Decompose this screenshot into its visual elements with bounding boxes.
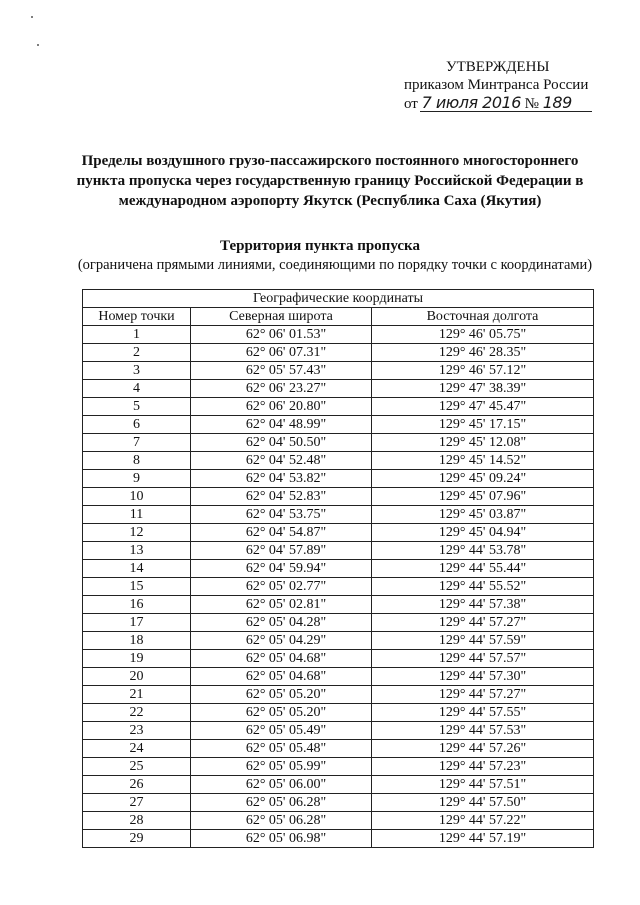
- document-title: Пределы воздушного грузо-пассажирского постоянного многостороннего пункта пропуска через государственную границу Российской Федерации в международном аэропорту Якутск (Республика Саха (Якутия): [76, 153, 584, 209]
- point-number-cell: 25: [83, 758, 191, 776]
- latitude-cell: 62° 04' 52.48": [191, 452, 372, 470]
- point-number-cell: 22: [83, 704, 191, 722]
- handwritten-number: 189: [542, 93, 572, 112]
- latitude-cell: 62° 04' 53.75": [191, 506, 372, 524]
- longitude-cell: 129° 44' 57.26": [372, 740, 594, 758]
- approval-block: [404, 58, 594, 113]
- table-row: [83, 542, 594, 560]
- table-row: [83, 758, 594, 776]
- latitude-cell: 62° 05' 05.49": [191, 722, 372, 740]
- table-row: [83, 434, 594, 452]
- longitude-cell: 129° 45' 17.15": [372, 416, 594, 434]
- section-title: Территория пункта пропуска: [220, 238, 420, 254]
- point-number-cell: 1: [83, 326, 191, 344]
- table-row: [83, 326, 594, 344]
- table-row: [83, 830, 594, 848]
- latitude-cell: 62° 04' 50.50": [191, 434, 372, 452]
- point-number-cell: 28: [83, 812, 191, 830]
- longitude-cell: 129° 44' 57.51": [372, 776, 594, 794]
- longitude-cell: 129° 44' 57.55": [372, 704, 594, 722]
- latitude-cell: 62° 05' 06.28": [191, 812, 372, 830]
- latitude-cell: 62° 04' 52.83": [191, 488, 372, 506]
- table-row: [83, 596, 594, 614]
- point-number-cell: 7: [83, 434, 191, 452]
- table-row: [83, 668, 594, 686]
- scan-speck: [37, 44, 39, 46]
- table-row: [83, 524, 594, 542]
- underline: [420, 111, 592, 112]
- point-number-cell: 18: [83, 632, 191, 650]
- table-row: [83, 776, 594, 794]
- point-number-cell: 5: [83, 398, 191, 416]
- handwritten-date: 7 июля 2016: [421, 93, 521, 112]
- group-header: Географические координаты: [83, 290, 594, 308]
- longitude-cell: 129° 44' 57.27": [372, 686, 594, 704]
- table-row: [83, 380, 594, 398]
- latitude-cell: 62° 04' 53.82": [191, 470, 372, 488]
- coordinates-table: [82, 289, 594, 848]
- latitude-cell: 62° 05' 57.43": [191, 362, 372, 380]
- longitude-cell: 129° 44' 57.53": [372, 722, 594, 740]
- latitude-cell: 62° 05' 04.29": [191, 632, 372, 650]
- point-number-cell: 4: [83, 380, 191, 398]
- longitude-cell: 129° 44' 57.22": [372, 812, 594, 830]
- table-row: [83, 632, 594, 650]
- latitude-cell: 62° 05' 06.00": [191, 776, 372, 794]
- point-number-cell: 26: [83, 776, 191, 794]
- table-row: [83, 488, 594, 506]
- table-row: [83, 362, 594, 380]
- point-number-cell: 9: [83, 470, 191, 488]
- point-number-cell: 16: [83, 596, 191, 614]
- latitude-cell: 62° 05' 04.28": [191, 614, 372, 632]
- longitude-cell: 129° 44' 57.57": [372, 650, 594, 668]
- latitude-cell: 62° 05' 02.81": [191, 596, 372, 614]
- table-row: [83, 704, 594, 722]
- point-number-cell: 15: [83, 578, 191, 596]
- longitude-cell: 129° 44' 55.52": [372, 578, 594, 596]
- latitude-cell: 62° 04' 54.87": [191, 524, 372, 542]
- table-row: [83, 416, 594, 434]
- point-number-cell: 6: [83, 416, 191, 434]
- longitude-cell: 129° 46' 57.12": [372, 362, 594, 380]
- table-row: [83, 398, 594, 416]
- point-number-cell: 12: [83, 524, 191, 542]
- table-row: [83, 470, 594, 488]
- latitude-cell: 62° 06' 23.27": [191, 380, 372, 398]
- longitude-cell: 129° 45' 09.24": [372, 470, 594, 488]
- table-row: [83, 686, 594, 704]
- latitude-cell: 62° 05' 06.28": [191, 794, 372, 812]
- approval-heading: УТВЕРЖДЕНЫ: [446, 59, 550, 75]
- latitude-cell: 62° 05' 05.99": [191, 758, 372, 776]
- latitude-cell: 62° 04' 59.94": [191, 560, 372, 578]
- latitude-cell: 62° 06' 07.31": [191, 344, 372, 362]
- point-number-cell: 3: [83, 362, 191, 380]
- latitude-cell: 62° 04' 57.89": [191, 542, 372, 560]
- longitude-cell: 129° 47' 45.47": [372, 398, 594, 416]
- longitude-cell: 129° 46' 28.35": [372, 344, 594, 362]
- point-number-cell: 11: [83, 506, 191, 524]
- point-number-cell: 29: [83, 830, 191, 848]
- table-row: [83, 578, 594, 596]
- longitude-cell: 129° 45' 03.87": [372, 506, 594, 524]
- longitude-cell: 129° 44' 57.30": [372, 668, 594, 686]
- approval-date-line: [404, 94, 594, 113]
- latitude-cell: 62° 05' 04.68": [191, 650, 372, 668]
- point-number-cell: 24: [83, 740, 191, 758]
- longitude-cell: 129° 45' 14.52": [372, 452, 594, 470]
- table-row: [83, 560, 594, 578]
- longitude-cell: 129° 44' 57.19": [372, 830, 594, 848]
- longitude-cell: 129° 44' 57.59": [372, 632, 594, 650]
- point-number-cell: 17: [83, 614, 191, 632]
- table-group-header-row: [83, 290, 594, 308]
- point-number-cell: 20: [83, 668, 191, 686]
- section-subtitle: (ограничена прямыми линиями, соединяющими по порядку точки с координатами): [77, 257, 593, 273]
- latitude-cell: 62° 04' 48.99": [191, 416, 372, 434]
- longitude-cell: 129° 46' 05.75": [372, 326, 594, 344]
- latitude-cell: 62° 06' 01.53": [191, 326, 372, 344]
- point-number-cell: 27: [83, 794, 191, 812]
- table-row: [83, 740, 594, 758]
- point-number-cell: 19: [83, 650, 191, 668]
- point-number-cell: 8: [83, 452, 191, 470]
- latitude-cell: 62° 05' 04.68": [191, 668, 372, 686]
- longitude-cell: 129° 44' 57.50": [372, 794, 594, 812]
- longitude-cell: 129° 47' 38.39": [372, 380, 594, 398]
- latitude-cell: 62° 05' 05.48": [191, 740, 372, 758]
- point-number-cell: 14: [83, 560, 191, 578]
- longitude-cell: 129° 45' 04.94": [372, 524, 594, 542]
- latitude-cell: 62° 05' 06.98": [191, 830, 372, 848]
- table-row: [83, 506, 594, 524]
- latitude-cell: 62° 05' 05.20": [191, 704, 372, 722]
- table-row: [83, 722, 594, 740]
- column-header-latitude: Северная широта: [191, 308, 372, 326]
- table-row: [83, 794, 594, 812]
- point-number-cell: 13: [83, 542, 191, 560]
- longitude-cell: 129° 45' 07.96": [372, 488, 594, 506]
- point-number-cell: 21: [83, 686, 191, 704]
- longitude-cell: 129° 44' 57.38": [372, 596, 594, 614]
- approval-order-line: приказом Минтранса России: [404, 77, 589, 93]
- table-row: [83, 452, 594, 470]
- longitude-cell: 129° 44' 57.27": [372, 614, 594, 632]
- number-prefix: №: [524, 96, 539, 112]
- longitude-cell: 129° 44' 53.78": [372, 542, 594, 560]
- longitude-cell: 129° 45' 12.08": [372, 434, 594, 452]
- date-prefix: от: [404, 96, 418, 112]
- table-row: [83, 344, 594, 362]
- latitude-cell: 62° 05' 02.77": [191, 578, 372, 596]
- point-number-cell: 10: [83, 488, 191, 506]
- table-body: [83, 326, 594, 848]
- table-row: [83, 650, 594, 668]
- scan-speck: [31, 16, 33, 18]
- point-number-cell: 2: [83, 344, 191, 362]
- latitude-cell: 62° 06' 20.80": [191, 398, 372, 416]
- longitude-cell: 129° 44' 55.44": [372, 560, 594, 578]
- table-row: [83, 812, 594, 830]
- column-header-longitude: Восточная долгота: [372, 308, 594, 326]
- table-row: [83, 614, 594, 632]
- point-number-cell: 23: [83, 722, 191, 740]
- latitude-cell: 62° 05' 05.20": [191, 686, 372, 704]
- longitude-cell: 129° 44' 57.23": [372, 758, 594, 776]
- table-header-row: [83, 308, 594, 326]
- column-header-number: Номер точки: [83, 308, 191, 326]
